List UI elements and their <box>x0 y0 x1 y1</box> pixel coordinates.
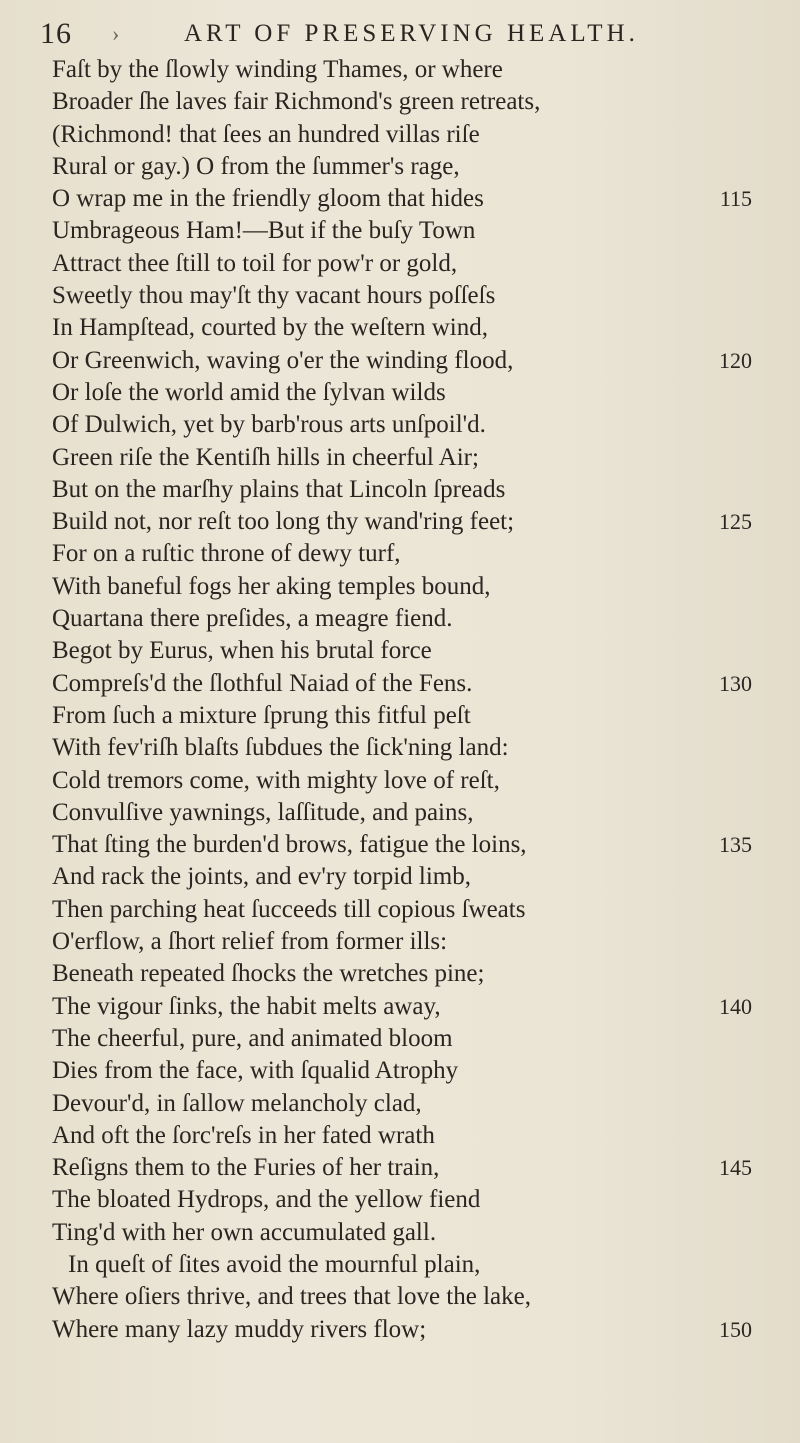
line-number: 130 <box>719 670 752 696</box>
verse-line <box>52 732 752 764</box>
verse-text: Where oſiers thrive, and trees that love the lake, <box>52 1283 531 1311</box>
line-number: 135 <box>719 832 752 858</box>
verse-line <box>52 280 752 312</box>
page-number: 16 <box>40 17 72 50</box>
verse-line <box>52 700 752 732</box>
verse-text: Broader ſhe laves fair Richmond's green retreats, <box>52 88 541 116</box>
verse-line <box>52 765 752 797</box>
verse-line <box>52 1120 752 1152</box>
verse-text: Begot by Eurus, when his brutal force <box>52 637 432 665</box>
verse-line <box>52 312 752 344</box>
verse-text: Of Dulwich, yet by barb'rous arts unſpoil'd. <box>52 411 486 439</box>
verse-text: Umbrageous Ham!—But if the buſy Town <box>52 217 476 245</box>
verse-text: Beneath repeated ſhocks the wretches pine; <box>52 960 485 988</box>
verse-line <box>52 1055 752 1087</box>
verse-text: But on the marſhy plains that Lincoln ſpreads <box>52 475 506 503</box>
verse-line <box>52 668 752 700</box>
verse-line <box>52 474 752 506</box>
verse-text: Convulſive yawnings, laſſitude, and pains, <box>52 798 474 826</box>
verse-line <box>52 215 752 247</box>
verse-line <box>52 861 752 893</box>
verse-text: Reſigns them to the Furies of her train, <box>52 1154 440 1182</box>
verse-text: Faſt by the ſlowly winding Thames, or where <box>52 56 503 83</box>
verse-text: Dies from the face, with ſqualid Atrophy <box>52 1057 459 1085</box>
verse-text: From ſuch a mixture ſprung this fitful peſt <box>52 701 471 729</box>
verse-line <box>52 603 752 635</box>
verse-text: Cold tremors come, with mighty love of reſt, <box>52 766 500 794</box>
verse-line <box>52 797 752 829</box>
verse-text: For on a ruſtic throne of dewy turf, <box>52 540 401 568</box>
verse-text: Where many lazy muddy rivers flow; <box>52 1315 427 1343</box>
verse-text: Attract thee ſtill to toil for pow'r or gold, <box>52 249 458 277</box>
verse-text: Then parching heat ſucceeds till copious ſweats <box>52 895 526 923</box>
verse-line <box>52 1152 752 1184</box>
verse-line <box>52 442 752 474</box>
line-number: 145 <box>719 1155 752 1181</box>
verse-line <box>52 538 752 570</box>
verse-line <box>52 1281 752 1313</box>
verse-text: And oft the ſorc'reſs in her fated wrath <box>52 1121 435 1149</box>
verse-line <box>52 119 752 151</box>
verse-line <box>52 1088 752 1120</box>
verse-text: Or Greenwich, waving o'er the winding flood, <box>52 346 514 374</box>
verse-text: The bloated Hydrops, and the yellow fiend <box>52 1186 481 1214</box>
verse-text: Quartana there preſides, a meagre fiend. <box>52 605 453 633</box>
verse-text: In Hampſtead, courted by the weſtern wind, <box>52 314 488 342</box>
verse-text: Compreſs'd the ſlothful Naiad of the Fens. <box>52 669 473 697</box>
verse-line <box>52 86 752 118</box>
verse-line <box>52 409 752 441</box>
verse-line <box>52 151 752 183</box>
verse-line <box>52 829 752 861</box>
line-number: 125 <box>719 509 752 535</box>
verse-text: The cheerful, pure, and animated bloom <box>52 1024 453 1052</box>
line-number: 120 <box>719 347 752 373</box>
verse-line <box>52 345 752 377</box>
verse-text: Build not, nor reſt too long thy wand'ring feet; <box>52 508 515 536</box>
verse-line <box>52 248 752 280</box>
verse-text: In queſt of ſites avoid the mournful plain, <box>68 1250 481 1278</box>
page-header <box>40 14 780 54</box>
verse-line <box>52 506 752 538</box>
verse-text: Green riſe the Kentiſh hills in cheerful Air; <box>52 443 479 471</box>
verse-text: Ting'd with her own accumulated gall. <box>52 1218 437 1246</box>
verse-text: With baneful fogs her aking temples bound, <box>52 572 491 600</box>
verse-line <box>52 571 752 603</box>
verse-text: (Richmond! that ſees an hundred villas riſe <box>52 120 480 148</box>
verse-line <box>52 926 752 958</box>
verse-line <box>52 1314 752 1346</box>
running-head: ART OF PRESERVING HEALTH. <box>184 20 639 47</box>
header-mark: › <box>112 21 120 46</box>
verse-text: With fev'riſh blaſts ſubdues the ſick'ning land: <box>52 734 509 762</box>
verse-text: The vigour ſinks, the habit melts away, <box>52 992 441 1020</box>
verse-text: Sweetly thou may'ſt thy vacant hours poſſeſs <box>52 282 496 310</box>
verse-line <box>52 1023 752 1055</box>
verse-text: O wrap me in the friendly gloom that hides <box>52 185 484 213</box>
poem-body <box>52 54 752 1346</box>
verse-line <box>52 1249 752 1281</box>
line-number: 115 <box>719 186 752 212</box>
verse-line <box>52 958 752 990</box>
verse-text: Rural or gay.) O from the ſummer's rage, <box>52 152 460 180</box>
verse-text: That ſting the burden'd brows, fatigue the loins, <box>52 831 527 859</box>
verse-line <box>52 1184 752 1216</box>
line-number: 150 <box>719 1316 752 1342</box>
verse-text: Devour'd, in ſallow melancholy clad, <box>52 1089 422 1117</box>
verse-line <box>52 1217 752 1249</box>
verse-line <box>52 183 752 215</box>
line-number: 140 <box>719 993 752 1019</box>
verse-text: Or loſe the world amid the ſylvan wilds <box>52 378 446 406</box>
verse-text: And rack the joints, and ev'ry torpid limb, <box>52 863 472 891</box>
verse-text: O'erflow, a ſhort relief from former ills: <box>52 928 448 956</box>
verse-line <box>52 991 752 1023</box>
verse-line <box>52 894 752 926</box>
verse-line <box>52 54 752 86</box>
verse-line <box>52 377 752 409</box>
verse-line <box>52 635 752 667</box>
